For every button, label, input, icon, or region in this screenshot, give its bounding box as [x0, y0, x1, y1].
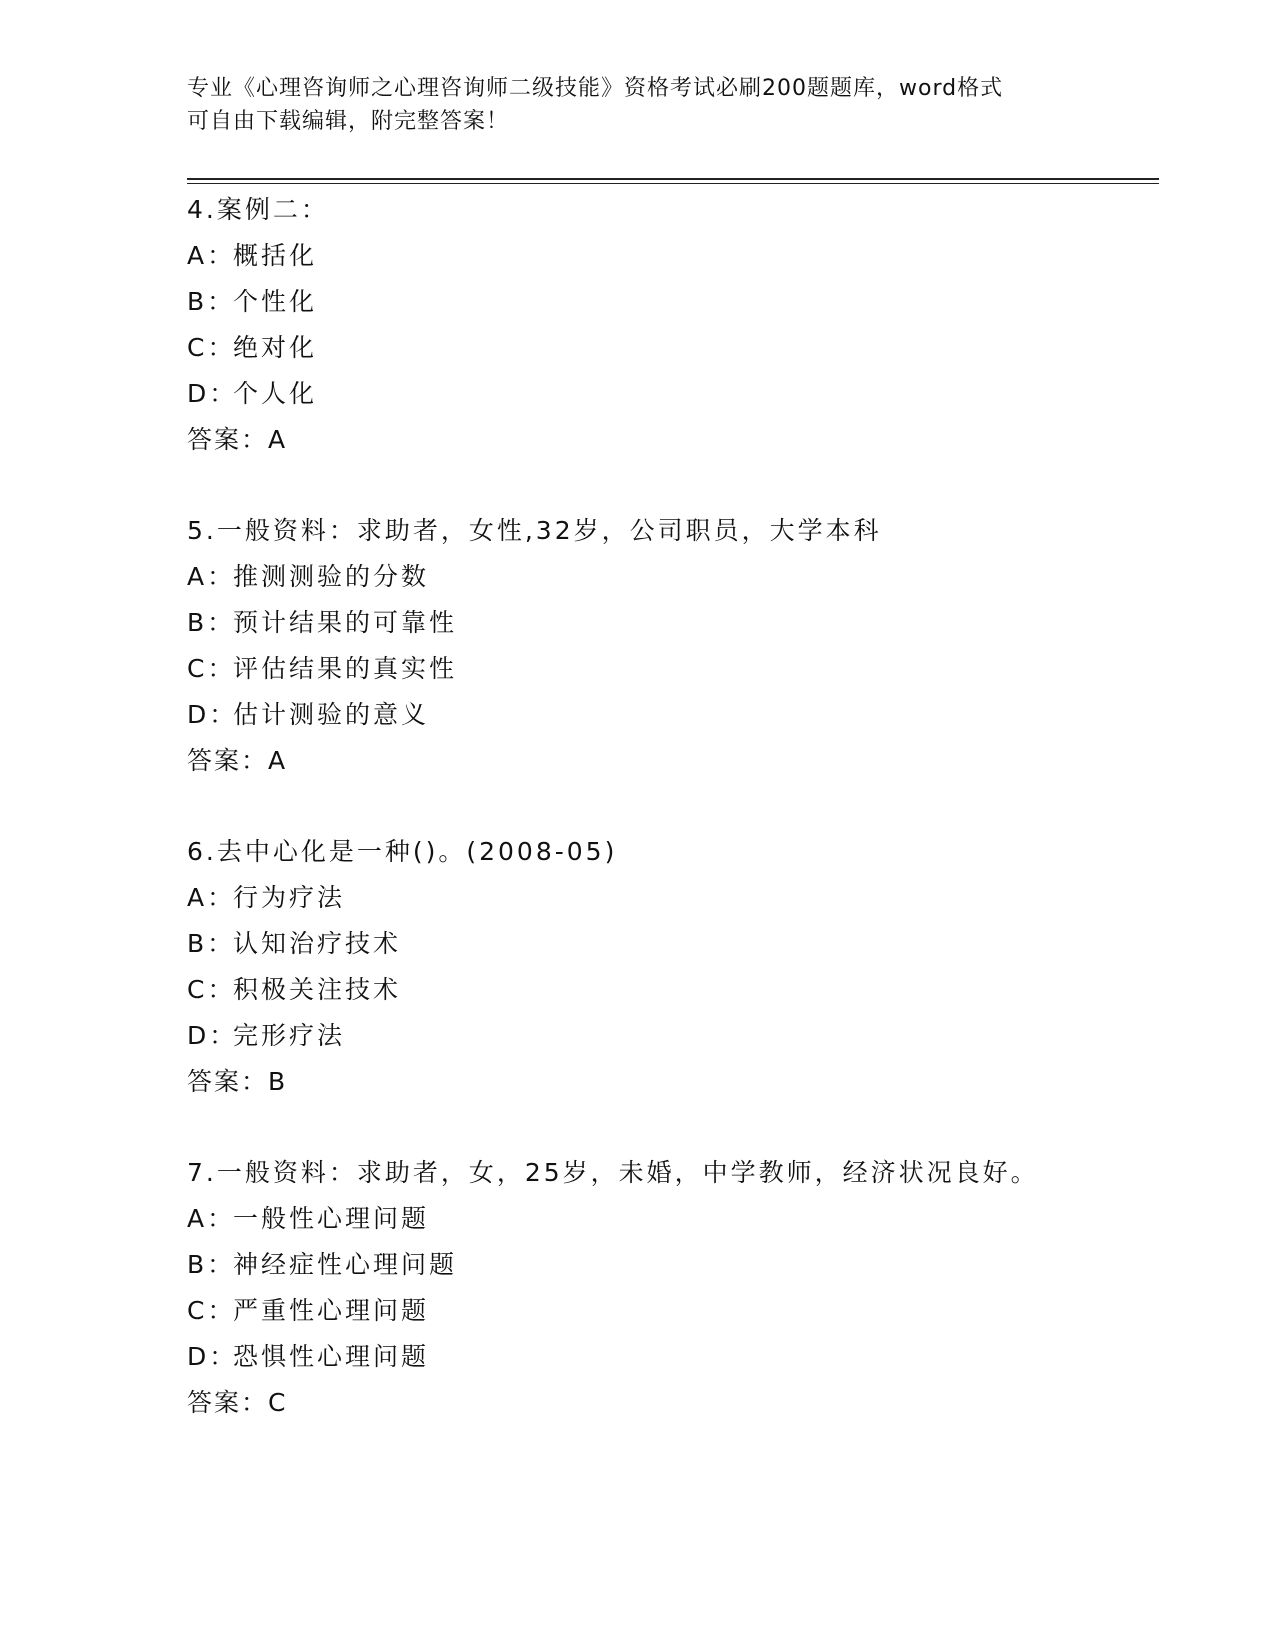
option-text: 恐惧性心理问题	[233, 1342, 430, 1371]
question-block	[187, 508, 1187, 784]
option-letter: B：	[187, 929, 236, 958]
option-letter: A：	[187, 883, 236, 912]
question-stem: 6.去中心化是一种()。(2008-05)	[187, 837, 618, 866]
option-text: 推测测验的分数	[233, 562, 430, 591]
question-block	[187, 1150, 1187, 1426]
option-letter: C：	[187, 1296, 236, 1325]
option-letter: D：	[187, 1021, 238, 1050]
option-text: 认知治疗技术	[233, 929, 402, 958]
option-text: 概括化	[233, 241, 318, 270]
option-text: 评估结果的真实性	[233, 654, 458, 683]
option-d	[187, 1013, 1187, 1059]
option-c	[187, 1288, 1187, 1334]
option-text: 行为疗法	[233, 883, 346, 912]
option-letter: B：	[187, 1250, 236, 1279]
option-text: 一般性心理问题	[233, 1204, 430, 1233]
option-letter: C：	[187, 975, 236, 1004]
answer-line: 答案：C	[187, 1388, 288, 1417]
option-text: 个人化	[233, 379, 318, 408]
option-a	[187, 554, 1187, 600]
question-stem: 5.一般资料：求助者，女性,32岁，公司职员，大学本科	[187, 516, 882, 545]
option-letter: A：	[187, 562, 236, 591]
question-stem: 7.一般资料：求助者，女，25岁，未婚，中学教师，经济状况良好。	[187, 1158, 1039, 1187]
option-letter: B：	[187, 608, 236, 637]
option-d	[187, 692, 1187, 738]
header-divider-thick	[187, 178, 1159, 180]
option-letter: D：	[187, 379, 238, 408]
option-text: 估计测验的意义	[233, 700, 430, 729]
option-c	[187, 967, 1187, 1013]
option-d	[187, 371, 1187, 417]
option-text: 严重性心理问题	[233, 1296, 430, 1325]
option-b	[187, 921, 1187, 967]
option-c	[187, 646, 1187, 692]
option-letter: D：	[187, 1342, 238, 1371]
header-line-1: 专业《心理咨询师之心理咨询师二级技能》资格考试必刷200题题库，word格式	[187, 76, 1004, 101]
option-text: 积极关注技术	[233, 975, 402, 1004]
option-text: 完形疗法	[233, 1021, 346, 1050]
option-text: 个性化	[233, 287, 318, 316]
header-divider-thin	[187, 183, 1159, 184]
option-a	[187, 1196, 1187, 1242]
option-d	[187, 1334, 1187, 1380]
option-b	[187, 600, 1187, 646]
option-letter: A：	[187, 1204, 236, 1233]
header-line-2: 可自由下载编辑，附完整答案！	[187, 109, 510, 134]
option-letter: A：	[187, 241, 236, 270]
option-letter: C：	[187, 333, 236, 362]
option-c	[187, 325, 1187, 371]
question-block	[187, 187, 1187, 463]
answer-line: 答案：A	[187, 425, 288, 454]
document-header	[187, 72, 1087, 138]
option-b	[187, 279, 1187, 325]
option-letter: D：	[187, 700, 238, 729]
option-text: 预计结果的可靠性	[233, 608, 458, 637]
option-a	[187, 233, 1187, 279]
option-letter: C：	[187, 654, 236, 683]
option-text: 绝对化	[233, 333, 318, 362]
question-stem: 4.案例二：	[187, 195, 329, 224]
answer-line: 答案：A	[187, 746, 288, 775]
option-text: 神经症性心理问题	[233, 1250, 458, 1279]
answer-line: 答案：B	[187, 1067, 288, 1096]
option-letter: B：	[187, 287, 236, 316]
option-a	[187, 875, 1187, 921]
question-block	[187, 829, 1187, 1105]
option-b	[187, 1242, 1187, 1288]
